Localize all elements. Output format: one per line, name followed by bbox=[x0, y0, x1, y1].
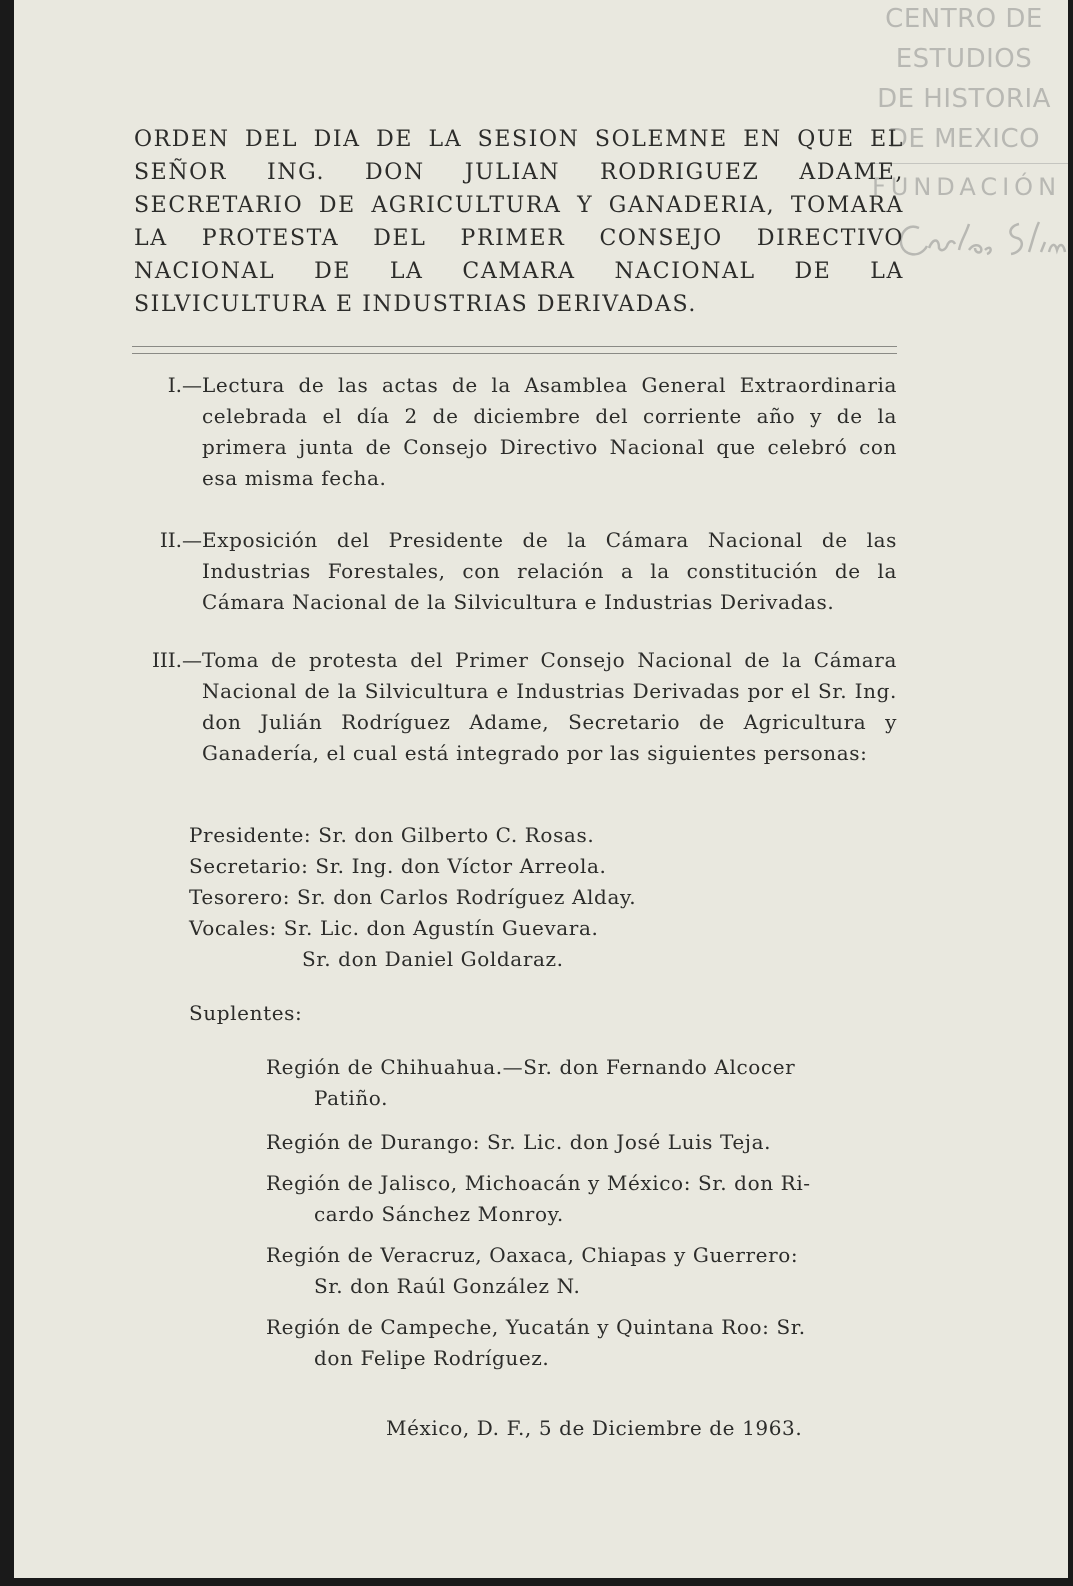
document-page bbox=[14, 0, 1068, 1578]
agenda-item-text: Toma de protesta del Primer Consejo Nacional de la Cámara Nacional de la Silvicultura e Industrias Derivadas por el Sr. Ing. don Julián Rodríguez Adame, Secretario de Agricultura y Ganadería, el cual está integrado por las siguientes personas: bbox=[202, 648, 897, 765]
stamp-fundacion: FUNDACIÓN bbox=[871, 173, 1062, 201]
region-text: Región de Veracruz, Oaxaca, Chiapas y Guerrero: bbox=[266, 1243, 799, 1267]
suplente-region bbox=[266, 1052, 896, 1114]
region-text: Región de Durango: Sr. Lic. don José Luis Teja. bbox=[266, 1130, 772, 1154]
agenda-item-text: Exposición del Presidente de la Cámara Nacional de las Industrias Forestales, con relación a la constitución de la Cámara Nacional de la Silvicultura e Industrias Derivadas. bbox=[202, 528, 897, 614]
board-member: Secretario: Sr. Ing. don Víctor Arreola. bbox=[189, 854, 607, 878]
board-member: Presidente: Sr. don Gilberto C. Rosas. bbox=[189, 823, 595, 847]
stamp-line-2: ESTUDIOS bbox=[895, 44, 1033, 74]
board-list bbox=[189, 820, 636, 975]
suplente-region bbox=[266, 1312, 896, 1374]
region-text-cont: Sr. don Raúl González N. bbox=[314, 1274, 581, 1298]
item-number: I.— bbox=[167, 373, 202, 397]
board-member: Vocales: Sr. Lic. don Agustín Guevara. bbox=[189, 916, 599, 940]
suplente-region bbox=[266, 1240, 896, 1302]
region-text: Región de Chihuahua.—Sr. don Fernando Alcocer bbox=[266, 1055, 796, 1079]
item-number: II.— bbox=[159, 528, 202, 552]
signature-icon bbox=[889, 210, 1068, 270]
document-heading: ORDEN DEL DIA DE LA SESION SOLEMNE EN QUE EL SEÑOR ING. DON JULIAN RODRIGUEZ ADAME, SECRETARIO DE AGRICULTURA Y GANADERIA, TOMARA LA PROTESTA DEL PRIMER CONSEJO DIRECTIVO NACIONAL DE LA CAMARA NACIONAL DE LA SILVICULTURA E INDUSTRIAS DERIVADAS. bbox=[134, 127, 904, 317]
document-date: México, D. F., 5 de Diciembre de 1963. bbox=[386, 1416, 803, 1440]
region-text-cont: don Felipe Rodríguez. bbox=[314, 1346, 550, 1370]
suplentes-title: Suplentes: bbox=[189, 1001, 303, 1025]
stamp-line-3: DE HISTORIA bbox=[877, 84, 1051, 114]
double-rule-divider bbox=[132, 346, 897, 354]
stamp-line-4: DE MEXICO bbox=[887, 124, 1041, 154]
suplente-region bbox=[266, 1127, 896, 1158]
board-member: Sr. don Daniel Goldaraz. bbox=[302, 947, 564, 971]
item-number: III.— bbox=[151, 648, 202, 672]
suplente-region bbox=[266, 1168, 896, 1230]
region-text: Región de Jalisco, Michoacán y México: Sr. don Ri- bbox=[266, 1171, 811, 1195]
region-text-cont: Patiño. bbox=[314, 1086, 389, 1110]
agenda-item-text: Lectura de las actas de la Asamblea General Extraordinaria celebrada el día 2 de diciembre del corriente año y de la primera junta de Consejo Directivo Nacional que celebró con esa misma fecha. bbox=[202, 373, 897, 490]
board-member: Tesorero: Sr. don Carlos Rodríguez Alday. bbox=[189, 885, 637, 909]
region-text-cont: cardo Sánchez Monroy. bbox=[314, 1202, 564, 1226]
region-text: Región de Campeche, Yucatán y Quintana Roo: Sr. bbox=[266, 1315, 806, 1339]
stamp-line-1: CENTRO DE bbox=[885, 4, 1043, 34]
